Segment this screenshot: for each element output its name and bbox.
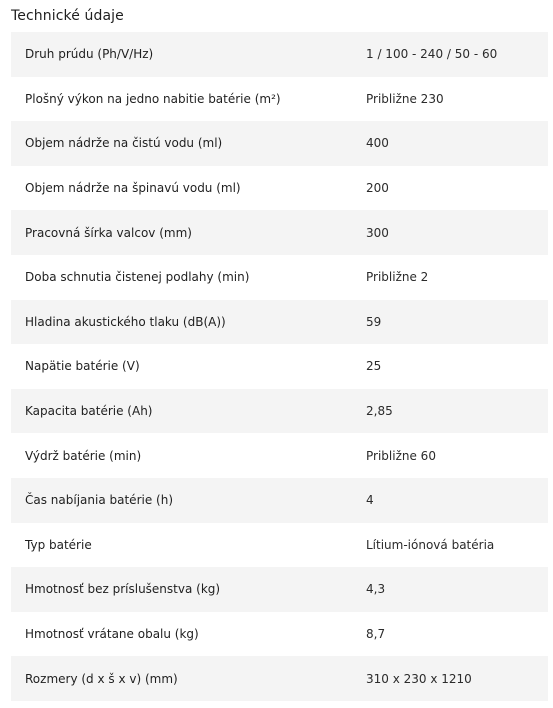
spec-value: 300	[366, 225, 389, 240]
table-row	[11, 478, 548, 523]
spec-value: 4,3	[366, 582, 386, 597]
spec-value: 25	[366, 359, 382, 374]
spec-value: 2,85	[366, 404, 393, 419]
spec-value: Lítium-iónová batéria	[366, 537, 495, 552]
table-row	[11, 344, 548, 389]
spec-value: 8,7	[366, 627, 386, 642]
spec-value: 310 x 230 x 1210	[366, 671, 472, 686]
table-row	[11, 523, 548, 568]
spec-value: Približne 60	[366, 448, 436, 463]
table-row	[11, 32, 548, 77]
table-row	[11, 567, 548, 612]
spec-label: Doba schnutia čistenej podlahy (min)	[25, 270, 250, 285]
spec-label: Hmotnosť bez príslušenstva (kg)	[25, 582, 221, 597]
table-row	[11, 433, 548, 478]
table-row	[11, 77, 548, 122]
spec-label: Druh prúdu (Ph/V/Hz)	[25, 47, 154, 62]
spec-value: 4	[366, 493, 374, 508]
spec-label: Typ batérie	[25, 537, 92, 552]
spec-label: Hmotnosť vrátane obalu (kg)	[25, 627, 199, 642]
spec-label: Objem nádrže na špinavú vodu (ml)	[25, 181, 241, 196]
spec-label: Napätie batérie (V)	[25, 359, 140, 374]
spec-value: Približne 230	[366, 91, 444, 106]
table-row	[11, 612, 548, 657]
spec-value: 59	[366, 314, 382, 329]
spec-value: Približne 2	[366, 270, 429, 285]
table-row	[11, 300, 548, 345]
spec-label: Plošný výkon na jedno nabitie batérie (m²)	[25, 91, 281, 106]
table-row	[11, 166, 548, 211]
spec-label: Kapacita batérie (Ah)	[25, 404, 153, 419]
spec-label: Hladina akustického tlaku (dB(A))	[25, 314, 226, 329]
section-title: Technické údaje	[11, 8, 124, 24]
table-row	[11, 656, 548, 701]
table-row	[11, 255, 548, 300]
spec-label: Výdrž batérie (min)	[25, 448, 142, 463]
spec-label: Rozmery (d x š x v) (mm)	[25, 671, 178, 686]
spec-label: Objem nádrže na čistú vodu (ml)	[25, 136, 223, 151]
table-row	[11, 389, 548, 434]
table-row	[11, 121, 548, 166]
spec-label: Čas nabíjania batérie (h)	[25, 493, 173, 508]
spec-value: 400	[366, 136, 389, 151]
table-row	[11, 210, 548, 255]
spec-label: Pracovná šírka valcov (mm)	[25, 225, 192, 240]
spec-value: 200	[366, 181, 389, 196]
specs-table	[11, 32, 548, 701]
spec-value: 1 / 100 - 240 / 50 - 60	[366, 47, 498, 62]
